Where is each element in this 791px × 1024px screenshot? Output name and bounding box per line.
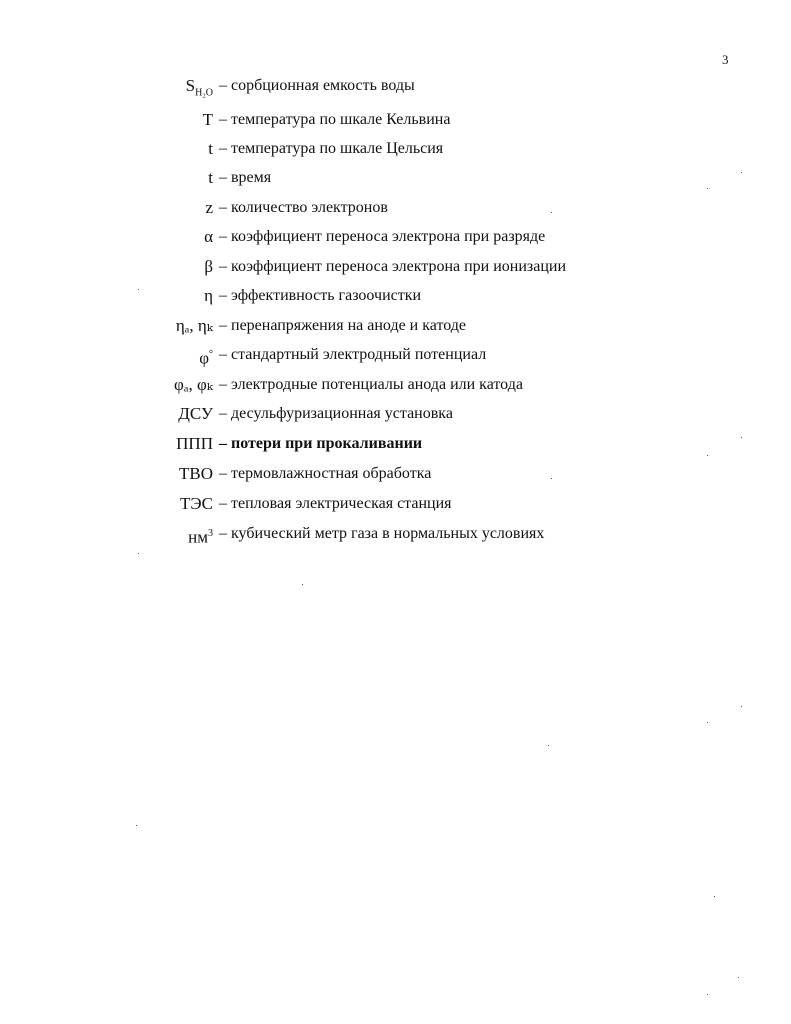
glossary-symbol: φₐ, φₖ (174, 375, 213, 394)
scan-speck (741, 437, 742, 438)
glossary-definition: – сорбционная емкость воды (219, 77, 415, 94)
glossary-symbol: $S_{H_2O}$ (185, 76, 213, 99)
glossary-entry (0, 284, 791, 308)
scan-speck (136, 825, 137, 826)
glossary-definition: – коэффициент переноса электрона при разряде (219, 228, 546, 245)
glossary-definition: – количество электронов (219, 199, 388, 216)
glossary-entry (0, 74, 791, 98)
glossary-symbol: ППП (176, 434, 213, 453)
glossary-definition: – термовлажностная обработка (219, 465, 432, 482)
glossary-definition: – тепловая электрическая станция (219, 495, 452, 512)
glossary-entry (0, 314, 791, 338)
glossary-definition: – коэффициент переноса электрона при ионизации (219, 258, 567, 275)
glossary-definition: – электродные потенциалы анода или катода (219, 376, 523, 393)
glossary-symbol: ТЭС (180, 494, 213, 513)
glossary-symbol: $нм^3$ (188, 527, 213, 547)
glossary-entry (0, 343, 791, 367)
glossary-symbol: η (204, 286, 213, 305)
glossary-definition: – стандартный электродный потенциал (219, 346, 487, 363)
glossary-symbol: α (204, 227, 213, 246)
glossary-symbol: ДСУ (178, 404, 213, 423)
glossary-symbol: t (208, 168, 213, 187)
scan-speck (548, 745, 549, 746)
glossary-entry (0, 522, 791, 546)
scan-speck (551, 478, 552, 479)
scan-speck (714, 896, 715, 897)
glossary-definition: – потери при прокаливании (219, 435, 423, 452)
scan-speck (707, 188, 708, 189)
glossary-definition: – перенапряжения на аноде и катоде (219, 317, 467, 334)
glossary-symbol: ηₐ, ηₖ (175, 316, 213, 335)
glossary-entry (0, 462, 791, 486)
glossary-entry (0, 402, 791, 426)
glossary-entry (0, 137, 791, 161)
glossary-definition: – кубический метр газа в нормальных условиях (219, 525, 545, 542)
glossary-entry (0, 373, 791, 397)
page-number: 3 (722, 52, 729, 67)
glossary-entry (0, 255, 791, 279)
glossary-definition: – десульфуризационная установка (219, 405, 453, 422)
glossary-symbol: T (202, 110, 213, 129)
glossary-definition: – время (219, 169, 272, 186)
scan-speck (707, 994, 708, 995)
scan-speck (138, 289, 139, 290)
glossary-symbol: t (208, 139, 213, 158)
scan-speck (738, 977, 739, 978)
glossary-entry (0, 492, 791, 516)
scan-speck (302, 584, 303, 585)
scan-speck (707, 722, 708, 723)
glossary-symbol: β (204, 257, 213, 276)
scan-speck (138, 553, 139, 554)
glossary-entry (0, 196, 791, 220)
glossary-entry (0, 225, 791, 249)
glossary-definition: – температура по шкале Кельвина (219, 111, 451, 128)
glossary-symbol: ТВО (179, 464, 213, 483)
scan-speck (707, 455, 708, 456)
glossary-entry (0, 432, 791, 456)
glossary-entry (0, 166, 791, 190)
glossary-symbol: φ° (199, 348, 213, 368)
scan-speck (741, 706, 742, 707)
glossary-definition: – температура по шкале Цельсия (219, 140, 444, 157)
scan-speck (741, 172, 742, 173)
glossary-symbol: z (205, 198, 213, 217)
scan-speck (551, 212, 552, 213)
glossary-entry (0, 108, 791, 132)
glossary-definition: – эффективность газоочистки (219, 287, 422, 304)
